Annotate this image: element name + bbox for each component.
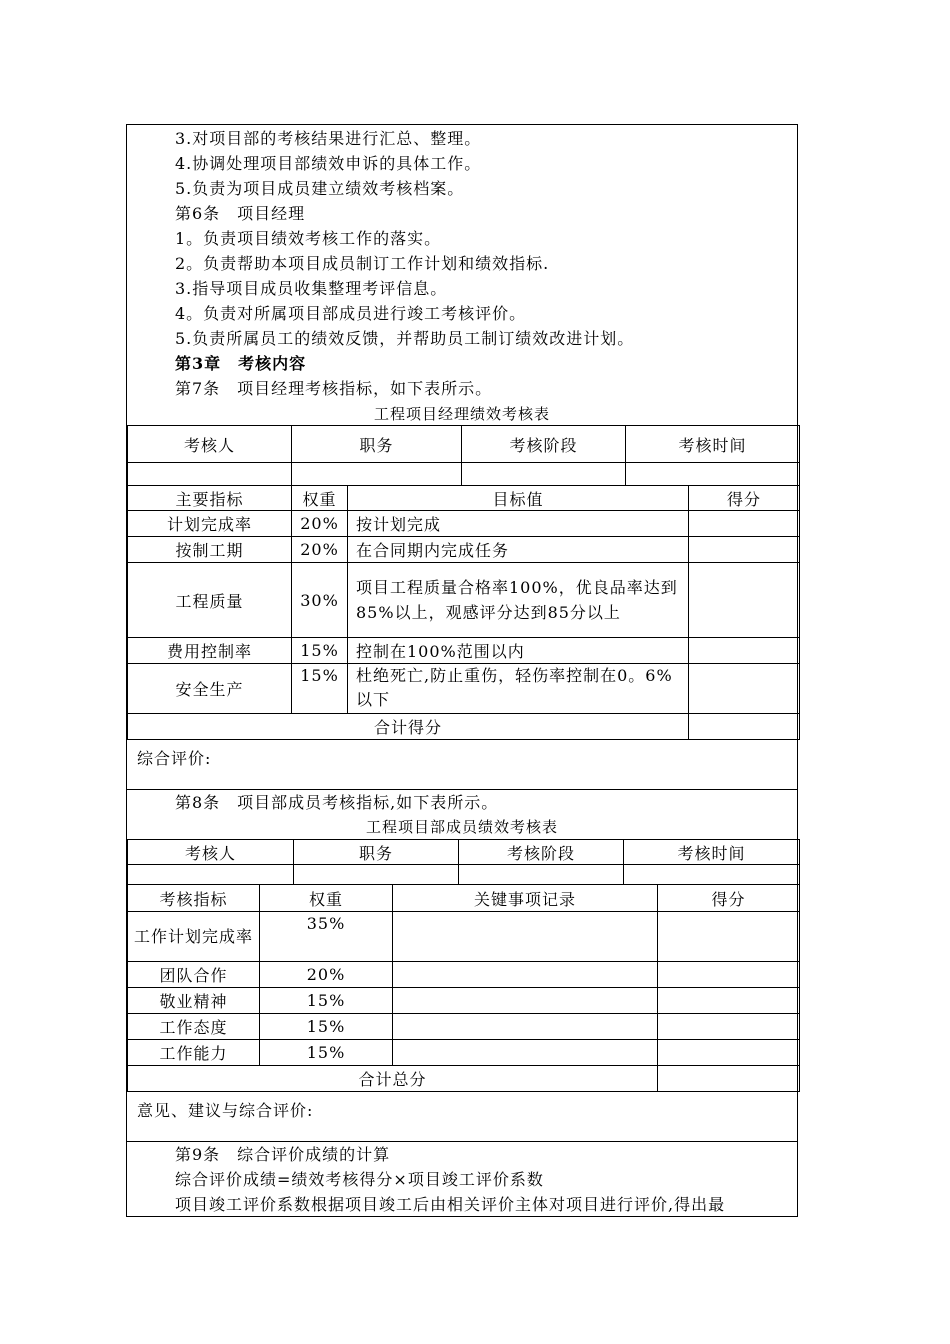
indicator-score — [658, 1014, 800, 1040]
article-8-text: 第8条 项目部成员考核指标,如下表所示。 — [175, 793, 499, 812]
indicator-name: 按制工期 — [128, 537, 292, 563]
reviewer-label: 考核人 — [128, 840, 294, 865]
indicator-weight: 15% — [260, 1014, 393, 1040]
position-value — [292, 463, 462, 486]
time-value — [624, 865, 800, 885]
indicator-target: 按计划完成 — [348, 511, 689, 537]
comprehensive-evaluation-label: 综合评价: — [137, 749, 212, 768]
col-weight: 权重 — [260, 885, 393, 912]
indicator-target: 在合同期内完成任务 — [348, 537, 689, 563]
reviewer-value — [128, 463, 292, 486]
duty-item-3: 3.对项目部的考核结果进行汇总、整理。 — [175, 129, 482, 148]
table1-body-table — [127, 485, 800, 740]
pm-duty-2: 2。负责帮助本项目成员制订工作计划和绩效指标. — [175, 254, 550, 273]
table-row — [128, 988, 800, 1014]
col-indicator: 考核指标 — [128, 885, 260, 912]
col-target: 目标值 — [348, 486, 689, 511]
indicator-name: 工作态度 — [128, 1014, 260, 1040]
indicator-weight: 30% — [292, 563, 348, 638]
indicator-name: 敬业精神 — [128, 988, 260, 1014]
table-row — [128, 1040, 800, 1066]
total-score-label: 合计得分 — [128, 714, 689, 740]
formula-text: 综合评价成绩=绩效考核得分×项目竣工评价系数 — [175, 1170, 544, 1189]
stage-label: 考核阶段 — [459, 840, 624, 865]
table2-body-table — [127, 884, 800, 1092]
article-7-text: 第7条 项目经理考核指标，如下表所示。 — [175, 379, 493, 398]
duty-item-5: 5.负责为项目成员建立绩效考核档案。 — [175, 179, 465, 198]
key-events-cell — [393, 912, 658, 962]
indicator-target: 控制在100%范围以内 — [348, 638, 689, 664]
indicator-score — [689, 511, 800, 537]
indicator-score — [658, 912, 800, 962]
comprehensive-evaluation-box — [127, 739, 797, 790]
indicator-name: 费用控制率 — [128, 638, 292, 664]
indicator-weight: 20% — [292, 537, 348, 563]
indicator-weight: 15% — [292, 638, 348, 664]
indicator-score — [658, 1040, 800, 1066]
indicator-score — [689, 563, 800, 638]
table1-header-table — [127, 425, 800, 486]
indicator-name: 团队合作 — [128, 962, 260, 988]
position-label: 职务 — [294, 840, 459, 865]
indicator-weight: 15% — [260, 1040, 393, 1066]
reviewer-label: 考核人 — [128, 426, 292, 463]
indicator-score — [689, 638, 800, 664]
table-row — [128, 664, 800, 714]
duty-item-4: 4.协调处理项目部绩效申诉的具体工作。 — [175, 154, 482, 173]
indicator-weight: 15% — [260, 988, 393, 1014]
col-key-events: 关键事项记录 — [393, 885, 658, 912]
pm-duty-1: 1。负责项目绩效考核工作的落实。 — [175, 229, 442, 248]
indicator-score — [658, 962, 800, 988]
total-sum-value — [658, 1066, 800, 1092]
table-row — [128, 638, 800, 664]
indicator-weight: 35% — [260, 912, 393, 962]
indicator-name: 工作能力 — [128, 1040, 260, 1066]
table1-caption: 工程项目经理绩效考核表 — [373, 405, 550, 423]
table2-caption: 工程项目部成员绩效考核表 — [365, 818, 558, 836]
pm-duty-3: 3.指导项目成员收集整理考评信息。 — [175, 279, 448, 298]
col-score: 得分 — [689, 486, 800, 511]
chapter-3-heading: 第3章 考核内容 — [175, 354, 307, 373]
key-events-cell — [393, 1014, 658, 1040]
total-sum-label: 合计总分 — [128, 1066, 658, 1092]
indicator-target: 杜绝死亡,防止重伤，轻伤率控制在0。6%以下 — [348, 664, 689, 714]
coefficient-text: 项目竣工评价系数根据项目竣工后由相关评价主体对项目进行评价,得出最 — [175, 1195, 726, 1214]
indicator-score — [689, 664, 800, 714]
indicator-name: 计划完成率 — [128, 511, 292, 537]
col-indicator: 主要指标 — [128, 486, 292, 511]
table-row — [128, 537, 800, 563]
indicator-weight: 20% — [292, 511, 348, 537]
key-events-cell — [393, 1040, 658, 1066]
indicator-name: 工作计划完成率 — [128, 912, 260, 962]
opinion-evaluation-label: 意见、建议与综合评价: — [137, 1101, 314, 1120]
time-value — [626, 463, 800, 486]
key-events-cell — [393, 962, 658, 988]
col-weight: 权重 — [292, 486, 348, 511]
position-value — [294, 865, 459, 885]
time-label: 考核时间 — [626, 426, 800, 463]
article-9-heading: 第9条 综合评价成绩的计算 — [175, 1145, 391, 1164]
indicator-name: 安全生产 — [128, 664, 292, 714]
indicator-name: 工程质量 — [128, 563, 292, 638]
reviewer-value — [128, 865, 294, 885]
table-row — [128, 912, 800, 962]
document-page — [126, 124, 798, 1217]
table-row — [128, 511, 800, 537]
indicator-weight: 20% — [260, 962, 393, 988]
indicator-target: 项目工程质量合格率100%，优良品率达到85%以上，观感评分达到85分以上 — [348, 563, 689, 638]
position-label: 职务 — [292, 426, 462, 463]
time-label: 考核时间 — [624, 840, 800, 865]
indicator-score — [689, 537, 800, 563]
pm-duty-5: 5.负责所属员工的绩效反馈，并帮助员工制订绩效改进计划。 — [175, 329, 635, 348]
total-score-value — [689, 714, 800, 740]
col-score: 得分 — [658, 885, 800, 912]
stage-value — [462, 463, 626, 486]
table-row — [128, 563, 800, 638]
table2-header-table — [127, 839, 800, 885]
indicator-score — [658, 988, 800, 1014]
stage-value — [459, 865, 624, 885]
article-6-heading: 第6条 项目经理 — [175, 204, 306, 223]
opinion-evaluation-box — [127, 1091, 797, 1142]
table-row — [128, 1014, 800, 1040]
pm-duty-4: 4。负责对所属项目部成员进行竣工考核评价。 — [175, 304, 527, 323]
stage-label: 考核阶段 — [462, 426, 626, 463]
key-events-cell — [393, 988, 658, 1014]
table-row — [128, 962, 800, 988]
indicator-weight: 15% — [292, 664, 348, 714]
